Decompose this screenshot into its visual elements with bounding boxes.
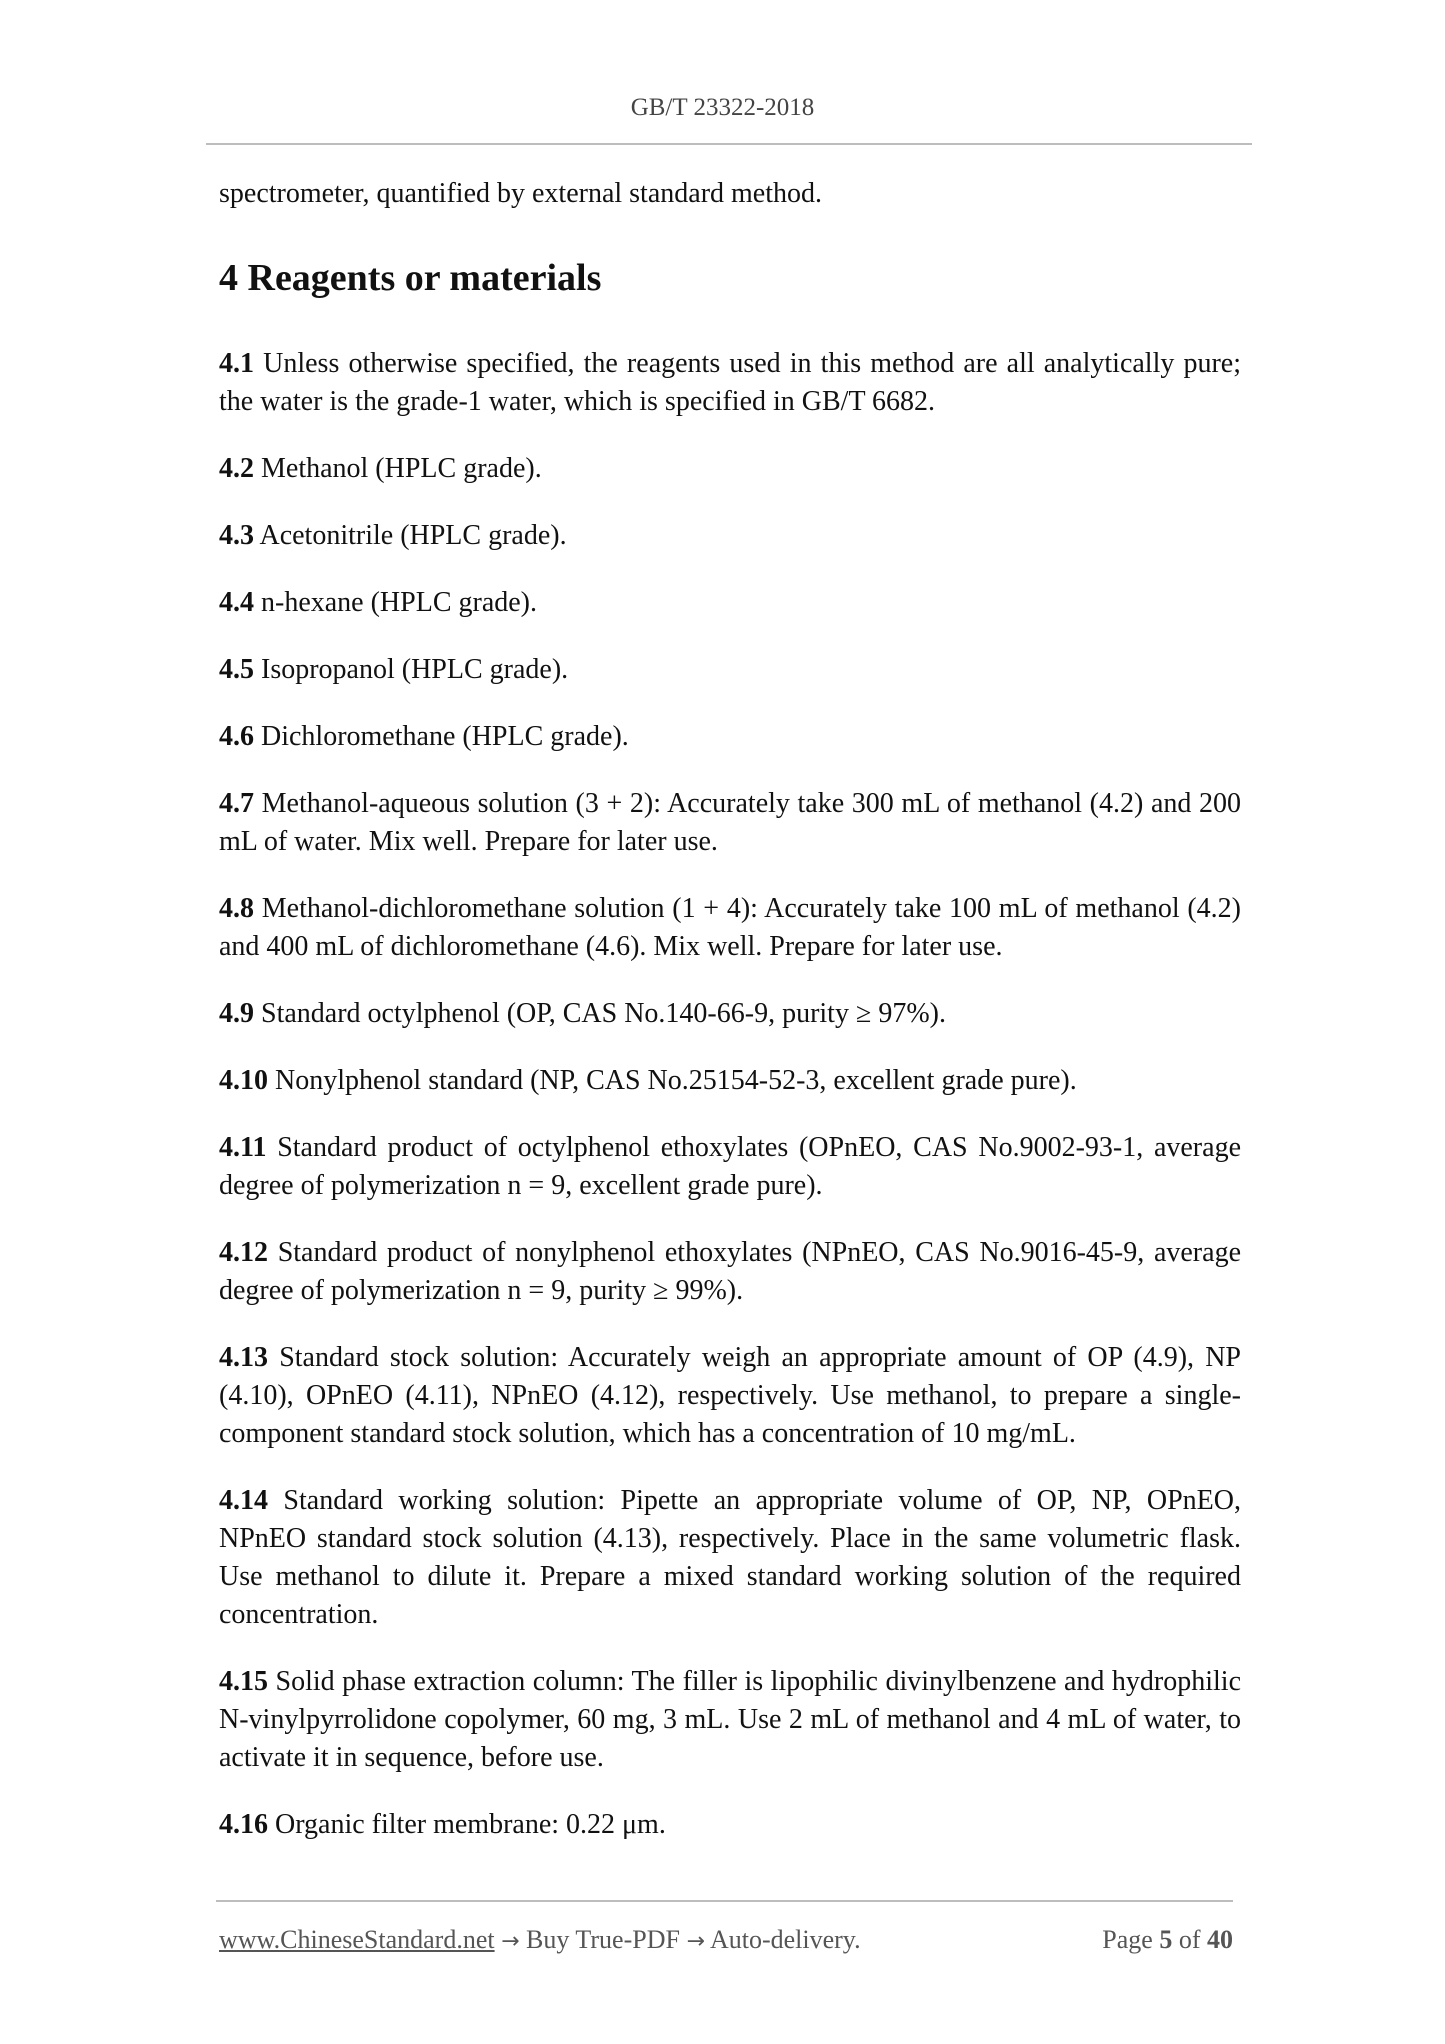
clause-number: 4.10 [219, 1065, 268, 1096]
clause-4-10 [219, 1062, 1241, 1100]
footer-divider [216, 1900, 1233, 1902]
clause-4-11 [219, 1129, 1241, 1205]
clause-text: Solid phase extraction column: The filler is lipophilic divinylbenzene and hydrophilic N-vinylpyrrolidone copolymer, 60 mg, 3 mL. Use 2 mL of methanol and 4 mL of water, to activate it in sequence, before use. [219, 1666, 1242, 1773]
clause-text: Standard working solution: Pipette an appropriate volume of OP, NP, OPnEO, NPnEO standard stock solution (4.13), respectively. Place in the same volumetric flask. Use methanol to dilute it. Prepare a mixed standard working solution of the required concentration. [219, 1485, 1241, 1630]
clause-number: 4.9 [219, 998, 254, 1029]
clause-number: 4.6 [219, 721, 254, 752]
clause-number: 4.4 [219, 587, 254, 618]
clause-4-13 [219, 1339, 1241, 1453]
clause-4-15 [219, 1663, 1241, 1777]
clause-4-4 [219, 584, 1241, 622]
page-label: Page [1102, 1925, 1153, 1954]
clause-number: 4.1 [219, 348, 254, 379]
clause-text: Standard product of nonylphenol ethoxylates (NPnEO, CAS No.9016-45-9, average degree of polymerization n = 9, purity ≥ 99%). [219, 1237, 1241, 1306]
footer-promo [219, 1925, 861, 1955]
clause-text: Organic filter membrane: 0.22 μm. [275, 1809, 666, 1840]
page-total: 40 [1207, 1925, 1233, 1954]
clause-number: 4.13 [219, 1342, 268, 1373]
clause-number: 4.14 [219, 1485, 268, 1516]
document-id-header: GB/T 23322-2018 [630, 94, 815, 121]
site-link[interactable]: www.ChineseStandard.net [219, 1925, 495, 1954]
clause-text: Methanol (HPLC grade). [261, 453, 542, 484]
clause-4-8 [219, 890, 1241, 966]
clause-number: 4.12 [219, 1237, 268, 1268]
page-indicator [1102, 1925, 1233, 1955]
auto-delivery-text: Auto-delivery. [709, 1925, 861, 1954]
clause-text: Nonylphenol standard (NP, CAS No.25154-52-3, excellent grade pure). [275, 1065, 1077, 1096]
clause-4-6 [219, 718, 1241, 756]
page-footer [219, 1925, 1233, 1955]
clause-text: Dichloromethane (HPLC grade). [261, 721, 629, 752]
arrow-right-icon: → [686, 1929, 705, 1954]
clause-4-14 [219, 1482, 1241, 1634]
clause-text: Methanol-dichloromethane solution (1 + 4): Accurately take 100 mL of methanol (4.2) and 400 mL of dichloromethane (4.6). Mix well. Prepare for later use. [219, 893, 1242, 962]
clause-4-16 [219, 1806, 1241, 1844]
clause-4-3 [219, 517, 1241, 555]
clause-number: 4.15 [219, 1666, 268, 1697]
clause-4-1 [219, 345, 1241, 421]
clause-text: Standard stock solution: Accurately weigh an appropriate amount of OP (4.9), NP (4.10), OPnEO (4.11), NPnEO (4.12), respectively. Use methanol, to prepare a single-component standard stock solution, which has a concentration of 10 mg/mL. [219, 1342, 1241, 1449]
clause-text: n-hexane (HPLC grade). [261, 587, 538, 618]
clause-4-2 [219, 450, 1241, 488]
clause-number: 4.3 [219, 520, 254, 551]
clause-text: Methanol-aqueous solution (3 + 2): Accurately take 300 mL of methanol (4.2) and 200 mL of water. Mix well. Prepare for later use. [219, 788, 1242, 857]
page-current: 5 [1159, 1925, 1173, 1954]
page-content [219, 175, 1241, 1873]
clause-text: Acetonitrile (HPLC grade). [259, 520, 567, 551]
clause-text: Isopropanol (HPLC grade). [261, 654, 569, 685]
page-of-label: of [1178, 1925, 1201, 1954]
clause-number: 4.16 [219, 1809, 268, 1840]
arrow-right-icon: → [501, 1929, 520, 1954]
clause-text: Unless otherwise specified, the reagents used in this method are all analytically pure; the water is the grade-1 water, which is specified in GB/T 6682. [219, 348, 1242, 417]
clause-number: 4.2 [219, 453, 254, 484]
header-divider [206, 143, 1252, 145]
clause-4-5 [219, 651, 1241, 689]
intro-text: spectrometer, quantified by external standard method. [219, 178, 822, 209]
section-title: 4 Reagents or materials [219, 257, 602, 299]
clause-4-9 [219, 995, 1241, 1033]
clause-number: 4.5 [219, 654, 254, 685]
clause-4-7 [219, 785, 1241, 861]
clause-text: Standard octylphenol (OP, CAS No.140-66-9, purity ≥ 97%). [261, 998, 946, 1029]
clause-4-12 [219, 1234, 1241, 1310]
buy-pdf-text: Buy True-PDF [526, 1925, 680, 1954]
clause-number: 4.8 [219, 893, 254, 924]
clause-number: 4.11 [219, 1132, 267, 1163]
clause-number: 4.7 [219, 788, 254, 819]
clause-text: Standard product of octylphenol ethoxylates (OPnEO, CAS No.9002-93-1, average degree of polymerization n = 9, excellent grade pure). [219, 1132, 1241, 1201]
